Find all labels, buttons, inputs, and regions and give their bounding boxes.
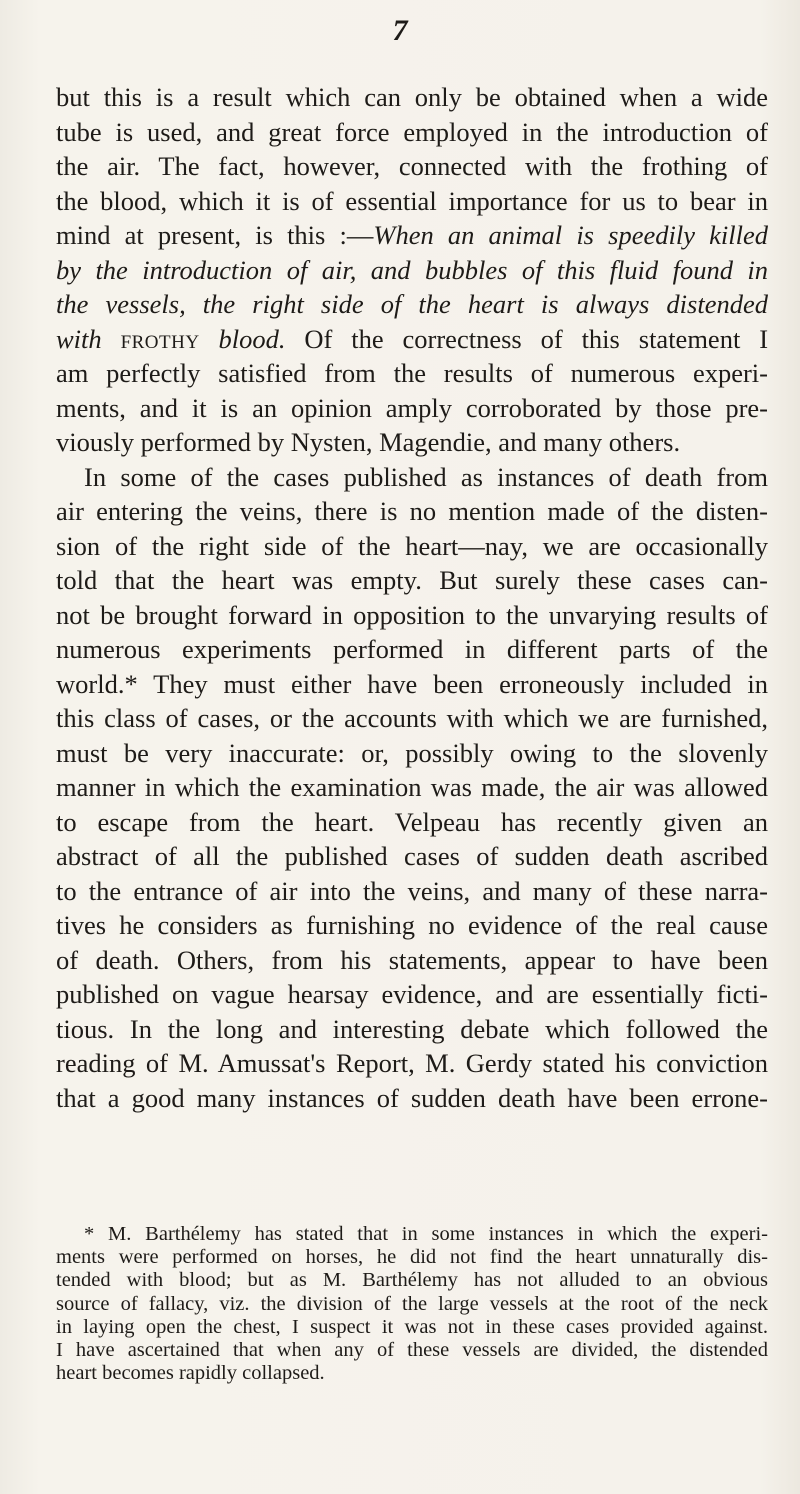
footnote-line: in laying open the chest, I suspect it was not in these cases provided against.: [56, 1315, 768, 1338]
text-line: [56, 218, 768, 253]
text-line: this class of cases, or the accounts with which we are furnished,: [56, 703, 768, 733]
text-line: not be brought forward in opposition to the unvarying results of: [56, 599, 768, 630]
text-line: tious. In the long and interesting debate which followed the: [56, 1013, 768, 1044]
text-line: world.* They must either have been erroneously included in: [56, 668, 768, 699]
italic-text-segment: blood.: [218, 323, 286, 354]
text-line: reading of M. Amussat's Report, M. Gerdy stated his conviction: [56, 1048, 768, 1078]
text-line: In some of the cases published as instances of death from: [84, 461, 768, 492]
text-line: sion of the right side of the heart—nay, we are occasionally: [56, 530, 768, 561]
text-line: abstract of all the published cases of sudden death ascribed: [56, 841, 768, 871]
text-line: air entering the veins, there is no mention made of the disten-: [56, 496, 768, 526]
text-line: tives he considers as furnishing no evidence of the real cause: [56, 910, 768, 940]
text-line: must be very inaccurate: or, possibly owing to the slovenly: [56, 737, 768, 768]
text-line: manner in which the examination was made, the air was allowed: [56, 772, 768, 802]
text-line: viously performed by Nysten, Magendie, and many others.: [56, 427, 681, 457]
page-number: 7: [392, 14, 408, 47]
footnote-line: tended with blood; but as M. Barthélemy has not alluded to an obvious: [56, 1269, 768, 1292]
text-line: of death. Others, from his statements, appear to have been: [56, 944, 768, 975]
text-line: that a good many instances of sudden death have been errone-: [56, 1082, 768, 1113]
text-line: but this is a result which can only be obtained when a wide: [56, 82, 768, 112]
text-segment: Of the correctness of this statement I: [304, 323, 769, 354]
footnote-line: source of fallacy, viz. the division of the large vessels at the root of the neck: [56, 1292, 768, 1315]
text-line: [56, 322, 768, 357]
footnote-line: I have ascertained that when any of these vessels are divided, the distended: [56, 1338, 768, 1361]
text-line: published on vague hearsay evidence, and are essentially ficti-: [56, 979, 768, 1009]
text-line: to the entrance of air into the veins, and many of these narra-: [56, 875, 768, 906]
main-text: [56, 80, 768, 1115]
text-line: numerous experiments performed in different parts of the: [56, 634, 768, 664]
text-line: to escape from the heart. Velpeau has recently given an: [56, 806, 768, 837]
text-line: tube is used, and great force employed in the introduction of: [56, 116, 768, 147]
footnote-line: heart becomes rapidly collapsed.: [56, 1362, 325, 1385]
text-line: [56, 287, 768, 322]
text-line: ments, and it is an opinion amply corroborated by those pre-: [56, 392, 768, 423]
italic-text-segment: When an animal is speedily killed: [373, 220, 769, 250]
text-line: am perfectly satisfied from the results of numerous experi-: [56, 358, 768, 388]
italic-text-segment: with: [56, 323, 102, 354]
text-line: the blood, which it is of essential importance for us to bear in: [56, 185, 768, 216]
footnote-line: * M. Barthélemy has stated that in some instances in which the experi-: [84, 1223, 768, 1245]
italic-text-segment: by the introduction of air, and bubbles of this fluid found in: [56, 254, 768, 285]
italic-text-segment: the vessels, the right side of the heart is always distended: [56, 289, 768, 319]
smallcaps-word: frothy: [120, 323, 200, 354]
text-line: told that the heart was empty. But surely these cases can-: [56, 565, 768, 595]
text-segment: mind at present, is this :—: [56, 220, 374, 250]
footnote: [56, 1223, 768, 1385]
footnote-line: ments were performed on horses, he did not find the heart unnaturally dis-: [56, 1246, 768, 1269]
text-line: the air. The fact, however, connected with the frothing of: [56, 151, 768, 181]
text-line: [56, 253, 768, 288]
